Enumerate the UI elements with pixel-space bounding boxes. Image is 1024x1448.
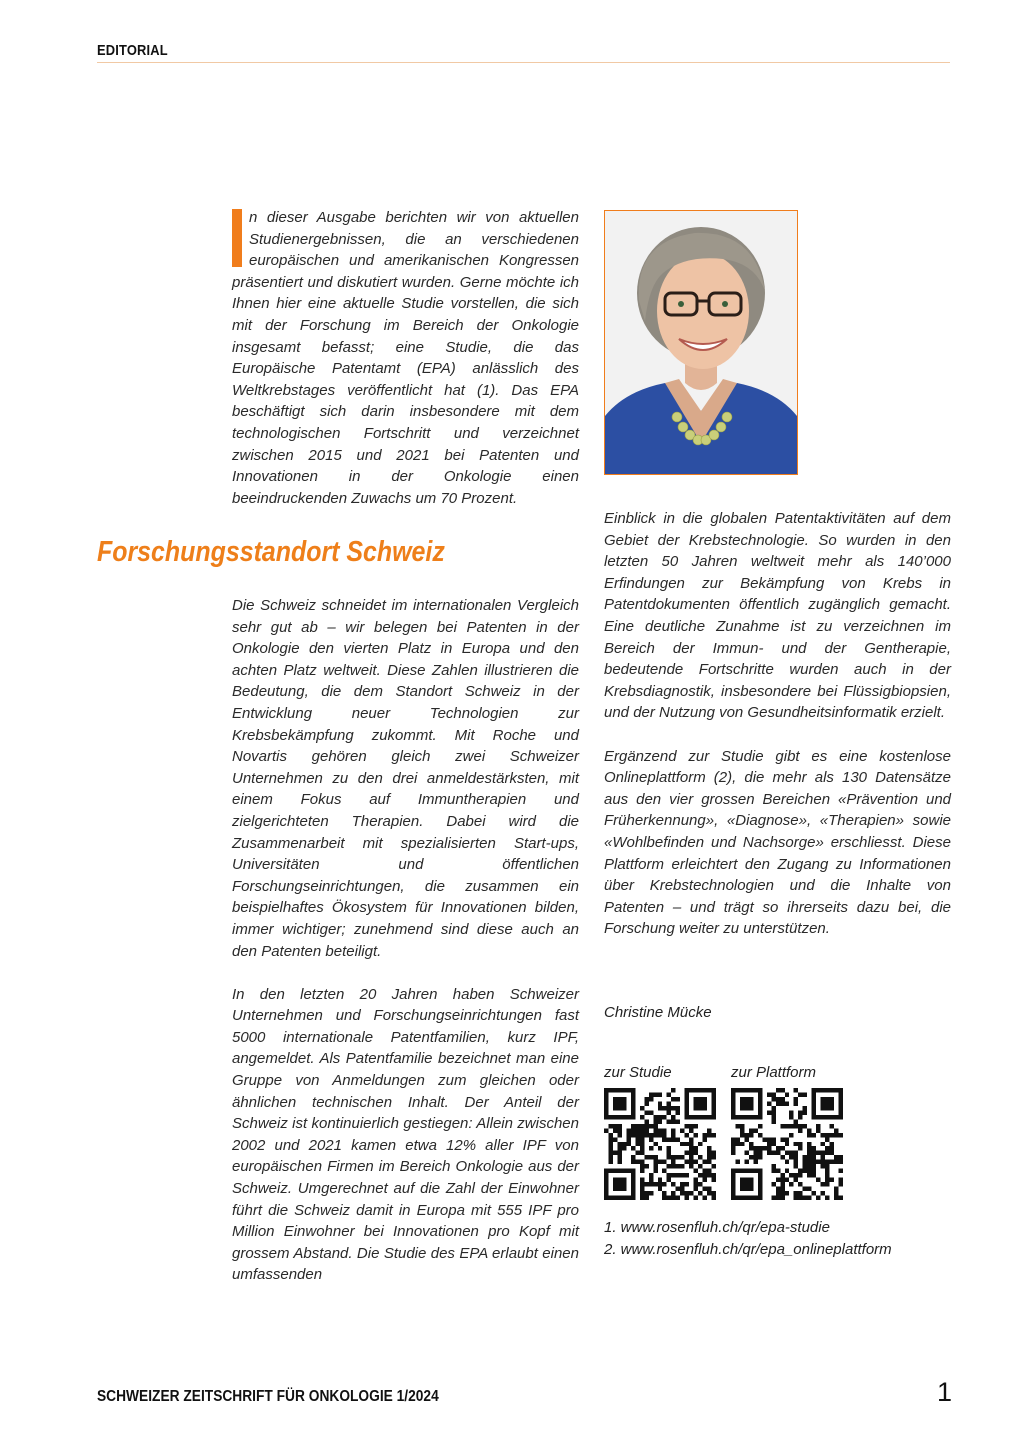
section-label: EDITORIAL [97, 42, 168, 59]
reference-link-1[interactable]: 1. www.rosenfluh.ch/qr/epa-studie [604, 1219, 830, 1236]
qr-label-platform: zur Plattform [731, 1064, 817, 1081]
intro-paragraph [232, 207, 579, 509]
right-column [604, 508, 951, 940]
header-divider [97, 62, 950, 63]
qr-code-platform[interactable] [731, 1088, 843, 1200]
qr-code-study[interactable] [604, 1088, 716, 1200]
reference-link-2[interactable]: 2. www.rosenfluh.ch/qr/epa_onlineplattform [604, 1241, 892, 1258]
intro-text: n dieser Ausgabe berichten wir von aktuellen Studienergebnissen, die an verschiedenen europäischen und amerikanischen Kongressen präsentiert und diskutiert wurden. Gerne möchte ich Ihnen hier eine aktuelle Studie vorstellen, die sich mit der Forschung im Bereich der Onkologie insgesamt befasst; eine Studie, die das Europäische Patentamt (EPA) anlässlich des Weltkrebstages veröffentlicht hat (1). Das EPA beschäftigt sich darin insbesondere mit dem technologischen Fortschritt und verzeichnet zwischen 2015 und 2021 bei Patenten und Innovationen in der Onkologie einen beeindruckenden Zuwachs um 70 Prozent. [232, 209, 579, 507]
right-paragraph-1: Einblick in die globalen Patentaktivitäten auf dem Gebiet der Krebstechnologie. So wurden in den letzten 50 Jahren weltweit mehr als 140’000 Erfindungen zur Bekämpfung von Krebs in Patentdokumenten öffentlich zugänglich gemacht. Eine deutliche Zunahme ist zu verzeichnen im Bereich der Immun- und der Gentherapie, bedeutende Fortschritte wurden auch in der Krebsdiagnostik, insbesondere bei Flüssigbiopsien, und der Nutzung von Gesundheitsinformatik erzielt. [604, 510, 951, 722]
section-heading: Forschungsstandort Schweiz [97, 536, 445, 568]
portrait-image [605, 211, 797, 474]
author-photo [604, 210, 798, 475]
author-signature: Christine Mücke [604, 1004, 712, 1021]
journal-title: SCHWEIZER ZEITSCHRIFT FÜR ONKOLOGIE 1/2024 [97, 1388, 439, 1405]
left-paragraph-2: In den letzten 20 Jahren haben Schweizer Unternehmen und Forschungseinrichtungen fast 5000 internationale Patentfamilien, kurz IPF, angemeldet. Als Patentfamilie bezeichnet man eine Gruppe von Anmeldungen zum gleichen oder ähnlichen technischen Inhalt. Der Anteil der Schweiz ist kontinuierlich gestiegen: Allein zwischen 2002 und 2021 kamen etwa 12% aller IPF von europäischen Firmen im Bereich Onkologie aus der Schweiz. Umgerechnet auf die Zahl der Einwohner führt die Schweiz damit in Europa mit 555 IPF pro Million Einwohner bei Innovationen pro Kopf mit grossem Abstand. Die Studie des EPA erlaubt einen umfassenden [232, 985, 579, 1284]
left-column [232, 595, 579, 1286]
right-paragraph-2: Ergänzend zur Studie gibt es eine kostenlose Onlineplattform (2), die mehr als 130 Datensätze aus den vier grossen Bereichen «Prävention und Früherkennung», «Diagnose», «Therapien» sowie «Wohlbefinden und Nachsorge» erschliesst. Diese Plattform erleichtert den Zugang zu Informationen über Krebstechnologien und die Inhalte von Patenten – und trägt so ihrerseits dazu bei, die Forschung weiter zu unterstützen. [604, 747, 951, 938]
qr-label-study: zur Studie [604, 1064, 672, 1081]
drop-cap-bar [232, 209, 242, 267]
page-number: 1 [937, 1377, 953, 1407]
references-list [604, 1217, 892, 1261]
left-paragraph-1: Die Schweiz schneidet im internationalen Vergleich sehr gut ab – wir belegen bei Patenten in der Onkologie den vierten Platz in Europa und den achten Platz weltweit. Diese Zahlen illustrieren die Bedeutung, die dem Standort Schweiz in der Entwicklung neuer Technologien zur Krebsbekämpfung zukommt. Mit Roche und Novartis gehören gleich zwei Schweizer Unternehmen zu den drei anmeldestärksten, mit einem Fokus auf Immuntherapien und zielgerichteten Therapien. Dabei wird die Zusammenarbeit mit spezialisierten Start-ups, Universitäten und öffentlichen Forschungseinrichtungen, die zusammen ein beispielhaftes Ökosystem für Innovationen bilden, immer wichtiger; zunehmend sind diese auch an den Patenten beteiligt. [232, 597, 579, 960]
